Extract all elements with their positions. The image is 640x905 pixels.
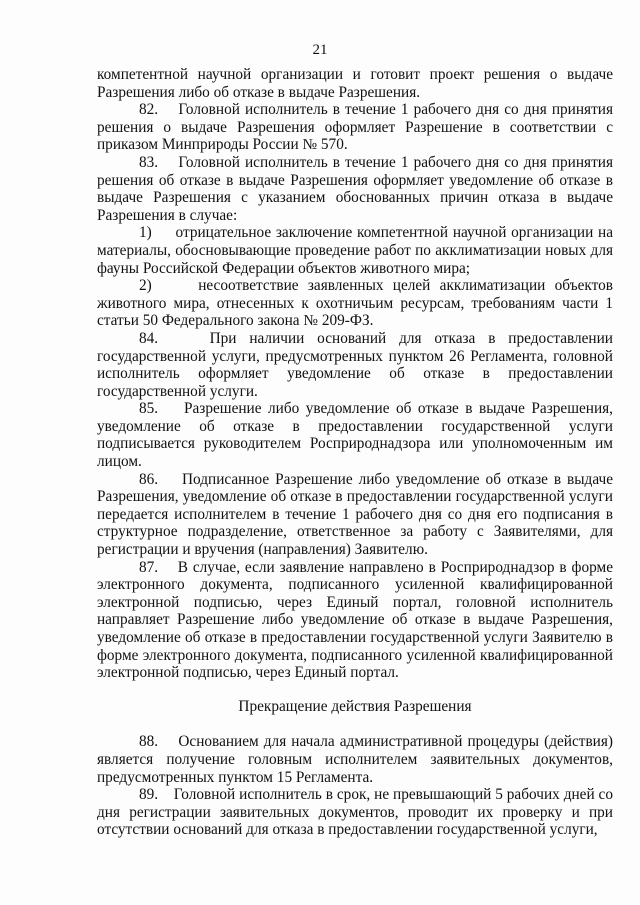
paragraph-86: 86. Подписанное Разрешение либо уведомление об отказе в выдаче Разрешения, уведомление об отказе в предоставлении государственной услуги передается исполнителем в течение 1 рабочего дня со дня его подписания в структурное подразделение, ответственное за работу с Заявителями, для регистрации и вручения (направления) Заявителю. (97, 470, 613, 559)
paragraph-82: 82. Головной исполнитель в течение 1 рабочего дня со дня принятия решения о выдаче Разрешения оформляет Разрешение в соответствии с приказом Минприроды России № 570. (97, 101, 613, 154)
paragraph-83-item-1: 1) отрицательное заключение компетентной научной организации на материалы, обосновывающие проведение работ по акклиматизации новых для фауны Российской Федерации объектов животного мира; (97, 224, 613, 277)
paragraph-84: 84. При наличии оснований для отказа в предоставлении государственной услуги, предусмотренных пунктом 26 Регламента, головной исполнитель оформляет уведомление об отказе в предоставлении государственной услуги. (97, 329, 613, 400)
paragraph-83-item-2: 2) несоответствие заявленных целей акклиматизации объектов животного мира, отнесенных к охотничьим ресурсам, требованиям части 1 статьи 50 Федерального закона № 209-ФЗ. (97, 277, 613, 330)
paragraph-83: 83. Головной исполнитель в течение 1 рабочего дня со дня принятия решения об отказе в выдаче Разрешения оформляет уведомление об отказе в выдаче Разрешения с указанием обоснованных причин отказа в выдаче Разрешения в случае: (97, 153, 613, 224)
paragraph-87: 87. В случае, если заявление направлено в Росприроднадзор в форме электронного документа, подписанного усиленной квалифицированной электронной подписью, через Единый портал, головной исполнитель направляет Разрешение либо уведомление об отказе в выдаче Разрешения, уведомление об отказе в предоставлении государственной услуги Заявителю в форме электронного документа, подписанного усиленной квалифицированной электронной подписью, через Единый портал. (97, 558, 613, 682)
paragraph-88: 88. Основанием для начала административной процедуры (действия) является получение головным исполнителем заявительных документов, предусмотренных пунктом 15 Регламента. (97, 733, 613, 786)
document-body (97, 66, 613, 839)
page-number: 21 (312, 42, 328, 58)
paragraph-89: 89. Головной исполнитель в срок, не превышающий 5 рабочих дней со дня регистрации заявительных документов, проводит их проверку и при отсутствии оснований для отказа в предоставлении государственной услуги, (97, 786, 613, 839)
paragraph-85: 85. Разрешение либо уведомление об отказе в выдаче Разрешения, уведомление об отказе в предоставлении государственной услуги подписывается руководителем Росприроднадзора или уполномоченным им лицом. (97, 400, 613, 471)
section-heading: Прекращение действия Разрешения (238, 697, 472, 715)
paragraph-continuation: компетентной научной организации и готовит проект решения о выдаче Разрешения либо об отказе в выдаче Разрешения. (97, 66, 613, 101)
